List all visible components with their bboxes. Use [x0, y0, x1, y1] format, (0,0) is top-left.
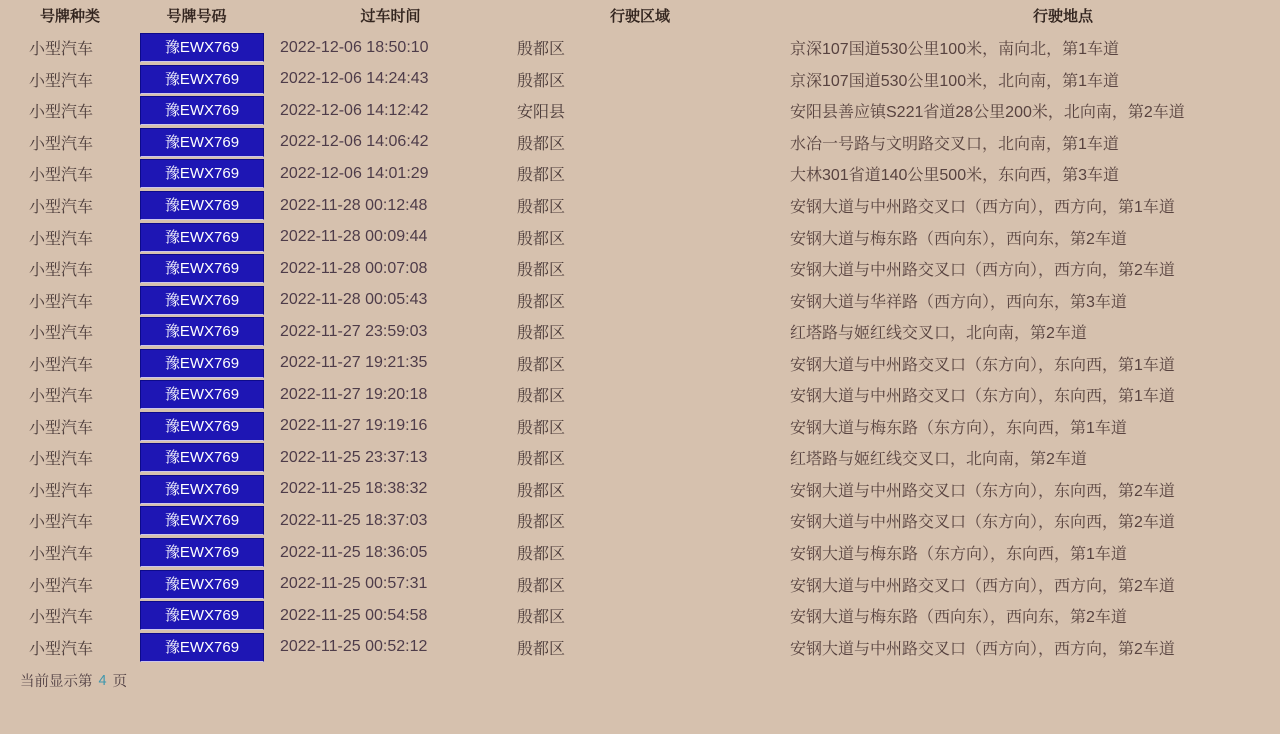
pass-time-cell: 2022-11-27 19:21:35: [280, 354, 428, 372]
plate-type-cell: 小型汽车: [29, 356, 94, 374]
plate-number-column: [140, 443, 264, 472]
plate-number-cell[interactable]: 豫EWX769: [140, 191, 264, 220]
plate-number-column: [140, 506, 264, 535]
table-row: [0, 158, 1280, 190]
table-row: [0, 190, 1280, 222]
plate-number-cell[interactable]: 豫EWX769: [140, 159, 264, 188]
location-cell: 安钢大道与中州路交叉口（东方向），东向西，第1车道: [790, 388, 1175, 406]
plate-number-cell[interactable]: 豫EWX769: [140, 96, 264, 125]
location-cell: 安钢大道与梅东路（西向东），西向东，第2车道: [790, 230, 1127, 248]
plate-number-column: [140, 601, 264, 630]
pass-time-cell: 2022-12-06 14:24:43: [280, 70, 429, 88]
plate-number-cell[interactable]: 豫EWX769: [140, 223, 264, 252]
location-cell: 安钢大道与梅东路（东方向），东向西，第1车道: [790, 546, 1127, 564]
plate-number-cell[interactable]: 豫EWX769: [140, 633, 264, 662]
pagination-status: [20, 672, 1280, 690]
plate-type-cell: 小型汽车: [29, 293, 94, 311]
location-cell: 安钢大道与中州路交叉口（东方向），东向西，第2车道: [790, 482, 1175, 500]
plate-type-cell: 小型汽车: [29, 167, 94, 185]
pass-time-cell: 2022-11-25 00:52:12: [280, 638, 428, 656]
pass-time-cell: 2022-11-28 00:05:43: [280, 291, 428, 309]
region-cell: 殷都区: [517, 167, 566, 185]
plate-number-column: [140, 412, 264, 441]
location-cell: 大林301省道140公里500米，东向西，第3车道: [790, 167, 1119, 185]
plate-number-column: [140, 191, 264, 220]
plate-number-cell[interactable]: 豫EWX769: [140, 475, 264, 504]
plate-number-column: [140, 65, 264, 94]
plate-number-cell[interactable]: 豫EWX769: [140, 601, 264, 630]
plate-number-column: [140, 254, 264, 283]
pass-time-cell: 2022-11-28 00:12:48: [280, 196, 428, 214]
plate-number-column: [140, 96, 264, 125]
plate-type-cell: 小型汽车: [29, 41, 94, 59]
plate-number-cell[interactable]: 豫EWX769: [140, 538, 264, 567]
table-row: [0, 505, 1280, 537]
table-row: [0, 474, 1280, 506]
table-row: [0, 316, 1280, 348]
pagination-suffix: 页: [112, 674, 128, 691]
region-cell: 殷都区: [517, 640, 566, 658]
region-cell: 殷都区: [517, 419, 566, 437]
region-cell: 殷都区: [517, 482, 566, 500]
table-body: [0, 32, 1280, 663]
plate-type-cell: 小型汽车: [29, 546, 94, 564]
plate-number-column: [140, 380, 264, 409]
plate-type-cell: 小型汽车: [29, 388, 94, 406]
location-cell: 安钢大道与中州路交叉口（东方向），东向西，第2车道: [790, 514, 1175, 532]
plate-number-cell[interactable]: 豫EWX769: [140, 254, 264, 283]
region-cell: 殷都区: [517, 72, 566, 90]
plate-number-column: [140, 33, 264, 62]
plate-number-cell[interactable]: 豫EWX769: [140, 380, 264, 409]
table-row: [0, 600, 1280, 632]
location-cell: 安钢大道与中州路交叉口（西方向），西方向，第2车道: [790, 640, 1175, 658]
pass-time-cell: 2022-11-25 18:36:05: [280, 543, 428, 561]
region-cell: 殷都区: [517, 41, 566, 59]
table-row: [0, 411, 1280, 443]
plate-number-column: [140, 317, 264, 346]
table-row: [0, 253, 1280, 285]
location-cell: 安钢大道与中州路交叉口（西方向），西方向，第2车道: [790, 262, 1175, 280]
location-cell: 安钢大道与中州路交叉口（东方向），东向西，第1车道: [790, 356, 1175, 374]
plate-type-cell: 小型汽车: [29, 514, 94, 532]
plate-type-cell: 小型汽车: [29, 262, 94, 280]
pass-time-cell: 2022-11-25 18:38:32: [280, 480, 428, 498]
location-cell: 安阳县善应镇S221省道28公里200米，北向南，第2车道: [790, 104, 1185, 122]
table-row: [0, 127, 1280, 159]
plate-number-cell[interactable]: 豫EWX769: [140, 443, 264, 472]
region-cell: 殷都区: [517, 325, 566, 343]
plate-number-cell[interactable]: 豫EWX769: [140, 33, 264, 62]
region-cell: 殷都区: [517, 388, 566, 406]
table-row: [0, 631, 1280, 663]
pagination-prefix: 当前显示第: [20, 674, 93, 691]
table-row: [0, 32, 1280, 64]
region-cell: 殷都区: [517, 609, 566, 627]
pass-time-cell: 2022-11-28 00:09:44: [280, 228, 428, 246]
header-pass-time: 过车时间: [360, 7, 421, 25]
region-cell: 殷都区: [517, 514, 566, 532]
table-row: [0, 347, 1280, 379]
region-cell: 殷都区: [517, 577, 566, 595]
plate-number-column: [140, 538, 264, 567]
pass-time-cell: 2022-12-06 18:50:10: [280, 38, 429, 56]
region-cell: 殷都区: [517, 199, 566, 216]
header-plate-type: 号牌种类: [39, 7, 100, 25]
table-row: [0, 221, 1280, 253]
table-row: [0, 64, 1280, 96]
plate-type-cell: 小型汽车: [29, 419, 94, 437]
plate-number-cell[interactable]: 豫EWX769: [140, 317, 264, 346]
plate-number-cell[interactable]: 豫EWX769: [140, 349, 264, 378]
location-cell: 红塔路与姬红线交叉口，北向南，第2车道: [790, 325, 1087, 343]
pass-time-cell: 2022-11-25 18:37:03: [280, 511, 428, 529]
table-row: [0, 379, 1280, 411]
header-region: 行驶区域: [609, 7, 670, 25]
region-cell: 殷都区: [517, 230, 566, 248]
pass-time-cell: 2022-11-25 23:37:13: [280, 448, 428, 466]
location-cell: 安钢大道与华祥路（西方向），西向东，第3车道: [790, 293, 1127, 311]
plate-number-column: [140, 475, 264, 504]
plate-number-cell[interactable]: 豫EWX769: [140, 286, 264, 315]
plate-number-cell[interactable]: 豫EWX769: [140, 570, 264, 599]
pass-time-cell: 2022-12-06 14:06:42: [280, 133, 429, 151]
table-row: [0, 95, 1280, 127]
plate-type-cell: 小型汽车: [29, 135, 94, 153]
table-row: [0, 284, 1280, 316]
region-cell: 殷都区: [517, 293, 566, 311]
plate-type-cell: 小型汽车: [29, 482, 94, 500]
plate-type-cell: 小型汽车: [29, 230, 94, 248]
pass-time-cell: 2022-12-06 14:01:29: [280, 164, 429, 182]
plate-number-cell[interactable]: 豫EWX769: [140, 412, 264, 441]
plate-type-cell: 小型汽车: [29, 577, 94, 595]
location-cell: 安钢大道与中州路交叉口（西方向），西方向，第2车道: [790, 577, 1175, 595]
location-cell: 红塔路与姬红线交叉口，北向南，第2车道: [790, 451, 1087, 469]
table-header: [0, 0, 1280, 30]
pass-time-cell: 2022-11-27 19:20:18: [280, 385, 428, 403]
region-cell: 殷都区: [517, 546, 566, 564]
pass-time-cell: 2022-11-28 00:07:08: [280, 259, 428, 277]
plate-number-column: [140, 128, 264, 157]
region-cell: 殷都区: [517, 356, 566, 374]
header-plate-number: 号牌号码: [166, 7, 227, 25]
region-cell: 殷都区: [517, 135, 566, 153]
pass-time-cell: 2022-11-25 00:57:31: [280, 575, 428, 593]
pass-time-cell: 2022-12-06 14:12:42: [280, 101, 429, 119]
location-cell: 安钢大道与梅东路（东方向），东向西，第1车道: [790, 419, 1127, 437]
plate-number-column: [140, 223, 264, 252]
plate-type-cell: 小型汽车: [29, 199, 94, 216]
location-cell: 安钢大道与中州路交叉口（西方向），西方向，第1车道: [790, 199, 1175, 216]
location-cell: 安钢大道与梅东路（西向东），西向东，第2车道: [790, 609, 1127, 627]
table-row: [0, 442, 1280, 474]
location-cell: 水冶一号路与文明路交叉口，北向南，第1车道: [790, 135, 1119, 153]
region-cell: 殷都区: [517, 451, 566, 469]
plate-number-cell[interactable]: 豫EWX769: [140, 65, 264, 94]
table-row: [0, 568, 1280, 600]
location-cell: 京深107国道530公里100米，北向南，第1车道: [790, 72, 1119, 90]
current-page-number: 4: [98, 672, 107, 689]
region-cell: 殷都区: [517, 262, 566, 280]
region-cell: 安阳县: [517, 104, 566, 122]
plate-type-cell: 小型汽车: [29, 609, 94, 627]
plate-number-column: [140, 286, 264, 315]
plate-type-cell: 小型汽车: [29, 325, 94, 343]
plate-number-column: [140, 349, 264, 378]
pass-time-cell: 2022-11-25 00:54:58: [280, 606, 428, 624]
plate-number-column: [140, 159, 264, 188]
plate-type-cell: 小型汽车: [29, 72, 94, 90]
plate-number-column: [140, 633, 264, 662]
plate-type-cell: 小型汽车: [29, 640, 94, 658]
plate-number-cell[interactable]: 豫EWX769: [140, 128, 264, 157]
plate-number-column: [140, 570, 264, 599]
plate-number-cell[interactable]: 豫EWX769: [140, 506, 264, 535]
location-cell: 京深107国道530公里100米，南向北，第1车道: [790, 41, 1119, 59]
plate-type-cell: 小型汽车: [29, 451, 94, 469]
header-location: 行驶地点: [1032, 7, 1093, 25]
plate-type-cell: 小型汽车: [29, 104, 94, 122]
pass-time-cell: 2022-11-27 23:59:03: [280, 322, 428, 340]
pass-time-cell: 2022-11-27 19:19:16: [280, 417, 428, 435]
table-row: [0, 537, 1280, 569]
